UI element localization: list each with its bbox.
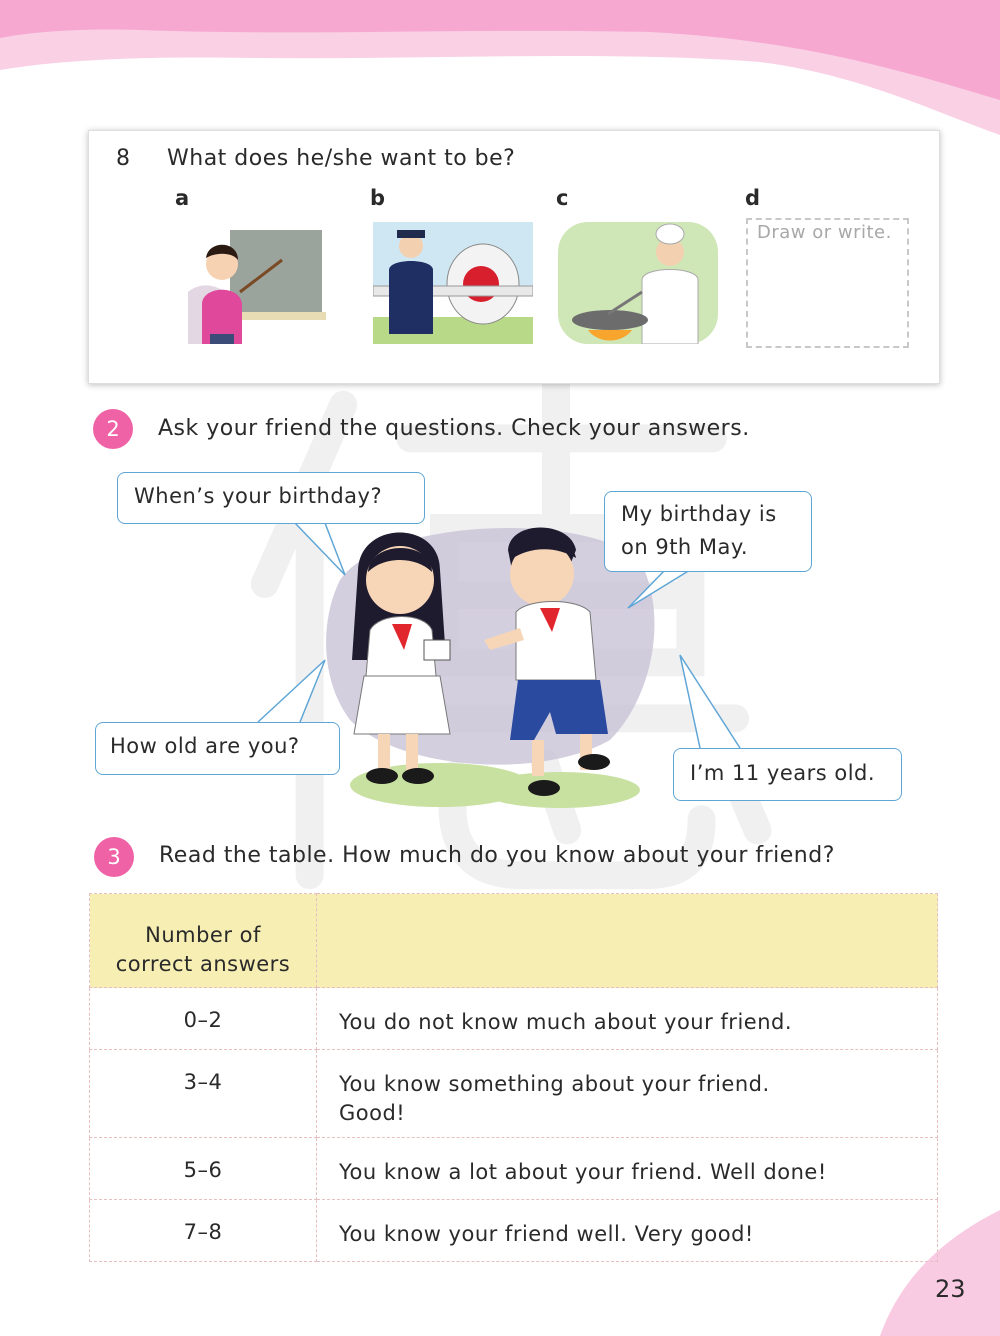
header-line1: Number of	[145, 923, 261, 947]
birthday-question-text: When’s your birthday?	[134, 484, 383, 508]
option-c-label: c	[556, 186, 569, 210]
range-cell: 7–8	[90, 1200, 317, 1262]
birthday-answer-line2: on 9th May.	[621, 535, 749, 559]
table-header-cell	[90, 894, 317, 988]
draw-or-write-box[interactable]	[746, 218, 909, 348]
description-line1: You know something about your friend.	[339, 1072, 770, 1096]
age-question-text: How old are you?	[110, 734, 300, 758]
section-2-instruction: Ask your friend the questions. Check your answers.	[158, 416, 750, 441]
draw-or-write-placeholder: Draw or write.	[757, 222, 892, 243]
header-line2: correct answers	[115, 952, 291, 976]
speech-bubble-birthday-question	[117, 472, 425, 524]
speech-bubble-birthday-answer	[604, 491, 812, 572]
table-header-row	[90, 894, 938, 988]
range-cell: 5–6	[90, 1138, 317, 1200]
pilot-picture	[373, 222, 533, 344]
table-row	[90, 1050, 938, 1138]
birthday-answer-line1: My birthday is	[621, 502, 777, 526]
range-cell: 3–4	[90, 1050, 317, 1138]
table-row	[90, 1138, 938, 1200]
description-cell: You know your friend well. Very good!	[317, 1200, 938, 1262]
table-header-empty-cell	[317, 894, 938, 988]
section-3-instruction: Read the table. How much do you know about your friend?	[159, 843, 835, 868]
table-row	[90, 1200, 938, 1262]
option-b-label: b	[370, 186, 386, 210]
section-2-number-badge: 2	[93, 409, 133, 449]
description-cell	[317, 1050, 938, 1138]
speech-bubble-age-answer	[673, 748, 902, 801]
option-a-label: a	[175, 186, 190, 210]
age-answer-text: I’m 11 years old.	[690, 761, 876, 785]
page-number: 23	[935, 1275, 966, 1303]
description-cell: You do not know much about your friend.	[317, 988, 938, 1050]
score-table	[89, 893, 938, 1262]
description-line2: Good!	[339, 1101, 406, 1125]
question-text: What does he/she want to be?	[167, 146, 516, 171]
section-3-number-badge: 3	[94, 837, 134, 877]
option-d-label: d	[745, 186, 761, 210]
description-cell: You know a lot about your friend. Well done!	[317, 1138, 938, 1200]
range-cell: 0–2	[90, 988, 317, 1050]
chef-picture	[558, 222, 718, 344]
table-row	[90, 988, 938, 1050]
speech-bubble-age-question	[95, 722, 340, 775]
top-pink-brush-decoration	[0, 0, 1000, 150]
question-number: 8	[116, 146, 131, 171]
teacher-picture	[180, 222, 340, 344]
